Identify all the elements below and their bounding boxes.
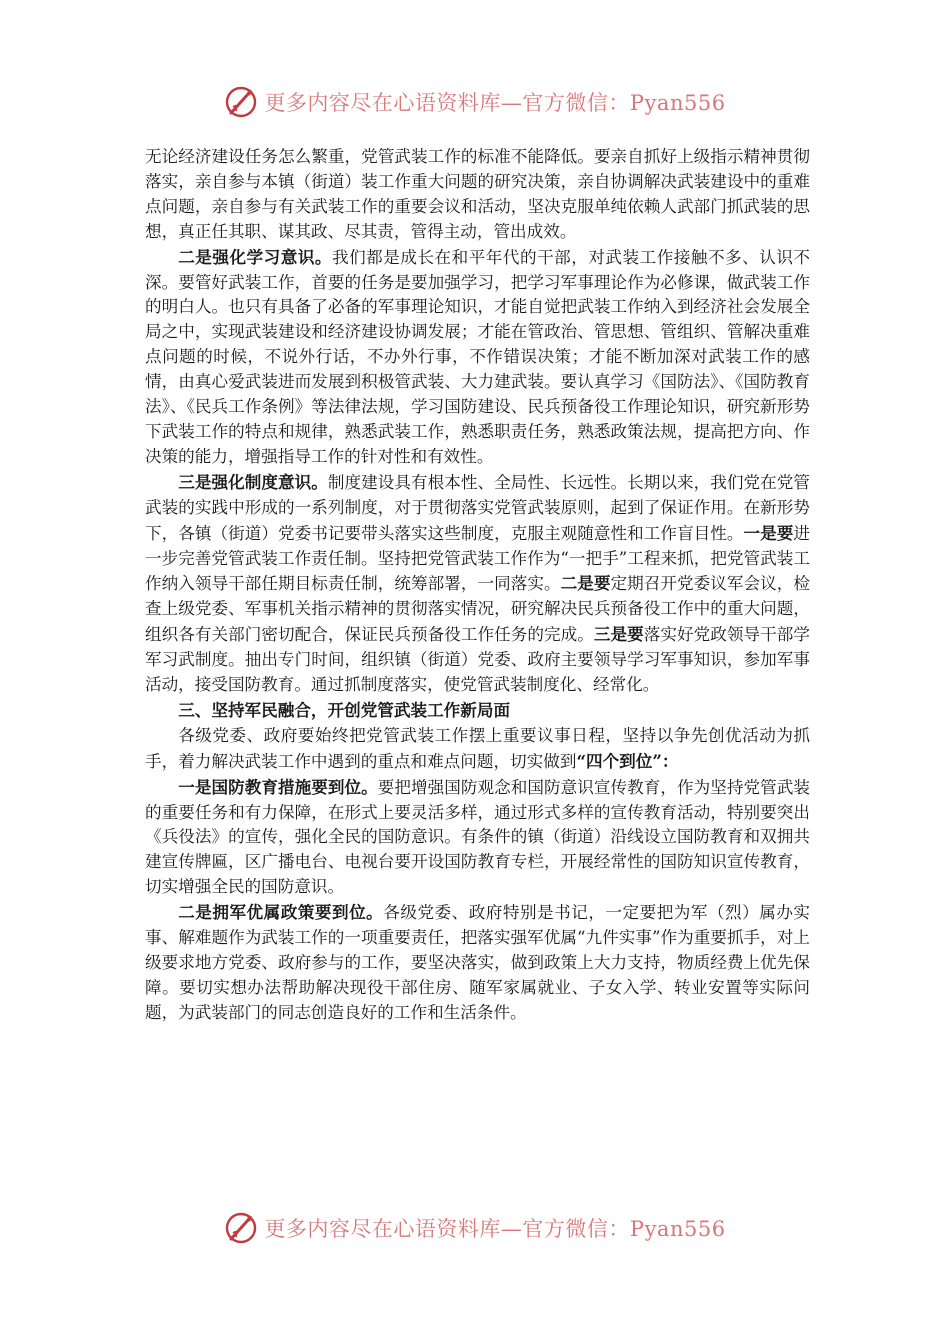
header-watermark-banner: [0, 82, 950, 122]
text-run: 各级党委、政府特别是书记，一定要把为军（烈）属办实事、解难题作为武装工作的一项重要责任，把落实强军优属“九件实事”作为重要抓手，对上级要求地方党委、政府参与的工作，要坚决落实，做到政策上大力支持，物质经费上优先保障。要切实想办法帮助解决现役干部住房、随军家属就业、子女入学、转业安置等实际问题，为武装部门的同志创造良好的工作和生活条件。: [145, 903, 811, 1022]
text-run: 定期召开党委议军会议，检查上级党委、军事机关指示精神的贯彻落实情况，研究解决民兵预备役工作中的重大问题，组织各有关部门密切配合，保证民兵预备役工作任务的完成。: [145, 574, 811, 645]
text-run: 进一步完善党管武装工作责任制。坚持把党管武装工作作为“一把手”工程来抓，把党管武装工作纳入领导干部任期目标责任制，统筹部署，一同落实。: [145, 523, 811, 594]
paragraph: [145, 900, 810, 1026]
text-run: 我们都是成长在和平年代的干部，对武装工作接触不多、认识不深。要管好武装工作，首要的任务是要加强学习，把学习军事理论作为必修课，做武装工作的明白人。也只有具备了必备的军事理论知识，才能自觉把武装工作纳入到经济社会发展全局之中，实现武装建设和经济建设协调发展；才能在管政治、管思想、管组织、管解决重难点问题的时候，不说外行话，不办外行事，不作错误决策；才能不断加深对武装工作的感情，由真心爱武装进而发展到积极管武装、大力建武装。要认真学习《国防法》、《国防教育法》、《民兵工作条例》等法律法规，学习国防建设、民兵预备役工作理论知识，研究新形势下武装工作的特点和规律，熟悉武装工作，熟悉职责任务，熟悉政策法规，提高把方向、作决策的能力，增强指导工作的针对性和有效性。: [145, 247, 811, 466]
paragraph: [145, 145, 810, 245]
bold-run: “四个到位”：: [576, 750, 679, 771]
bold-run: 二是要: [560, 573, 611, 594]
bold-heading-run: 二是强化学习意识。: [178, 246, 332, 267]
bold-heading-run: 三是强化制度意识。: [178, 471, 328, 492]
bold-heading-run: 二是拥军优属政策要到位。: [178, 902, 384, 923]
text-run: 无论经济建设任务怎么繁重，党管武装工作的标准不能降低。要亲自抓好上级指示精神贯彻落实，亲自参与本镇（街道）装工作重大问题的研究决策，亲自协调解决武装建设中的重难点问题，亲自参与有关武装工作的重要会议和活动，坚决克服单纯依赖人武部门抓武装的思想，真正任其职、谋其政、尽其责，管得主动，管出成效。: [145, 147, 810, 241]
paragraph: [145, 245, 810, 470]
bold-run: 一是要: [743, 522, 794, 543]
paragraph: [145, 470, 810, 698]
text-run: 要把增强国防观念和国防意识宣传教育，作为坚持党管武装的重要任务和有力保障，在形式上要灵活多样，通过形式多样的宣传教育活动，特别要突出《兵役法》的宣传，强化全民的国防意识。有条件的镇（街道）沿线设立国防教育和双拥共建宣传牌匾，区广播电台、电视台要开设国防教育专栏，开展经常性的国防知识宣传教育，切实增强全民的国防意识。: [145, 777, 810, 897]
text-run: 各级党委、政府要始终把党管武装工作摆上重要议事日程，坚持以争先创优活动为抓手，着力解决武装工作中遇到的重点和难点问题，切实做到: [145, 725, 810, 771]
pen-circle-logo-icon: [224, 1211, 258, 1245]
paragraph: [145, 775, 810, 901]
paragraph: [145, 724, 810, 775]
watermark-text: 更多内容尽在心语资料库—官方微信：Pyan556: [264, 91, 726, 115]
bold-run: 三是要: [593, 624, 644, 645]
text-run: 制度建设具有根本性、全局性、长远性。长期以来，我们党在党管武装的实践中形成的一系列制度，对于贯彻落实党管武装原则，起到了保证作用。在新形势下，各镇（街道）党委书记要带头落实这些制度，克服主观随意性和工作盲目性。: [145, 472, 811, 543]
watermark-text: 更多内容尽在心语资料库—官方微信：Pyan556: [264, 1217, 726, 1241]
bold-heading-run: 一是国防教育措施要到位。: [178, 776, 378, 797]
pen-circle-logo-icon: [224, 85, 258, 119]
section-heading: [145, 698, 810, 724]
document-body: [145, 145, 810, 1026]
text-run: 落实好党政领导干部学军习武制度。抽出专门时间，组织镇（街道）党委、政府主要领导学习军事知识，参加军事活动，接受国防教育。通过抓制度落实，使党管武装制度化、经常化。: [145, 625, 811, 695]
footer-watermark-banner: [0, 1208, 950, 1248]
section-heading-text: 三、坚持军民融合，开创党管武装工作新局面: [178, 699, 511, 720]
